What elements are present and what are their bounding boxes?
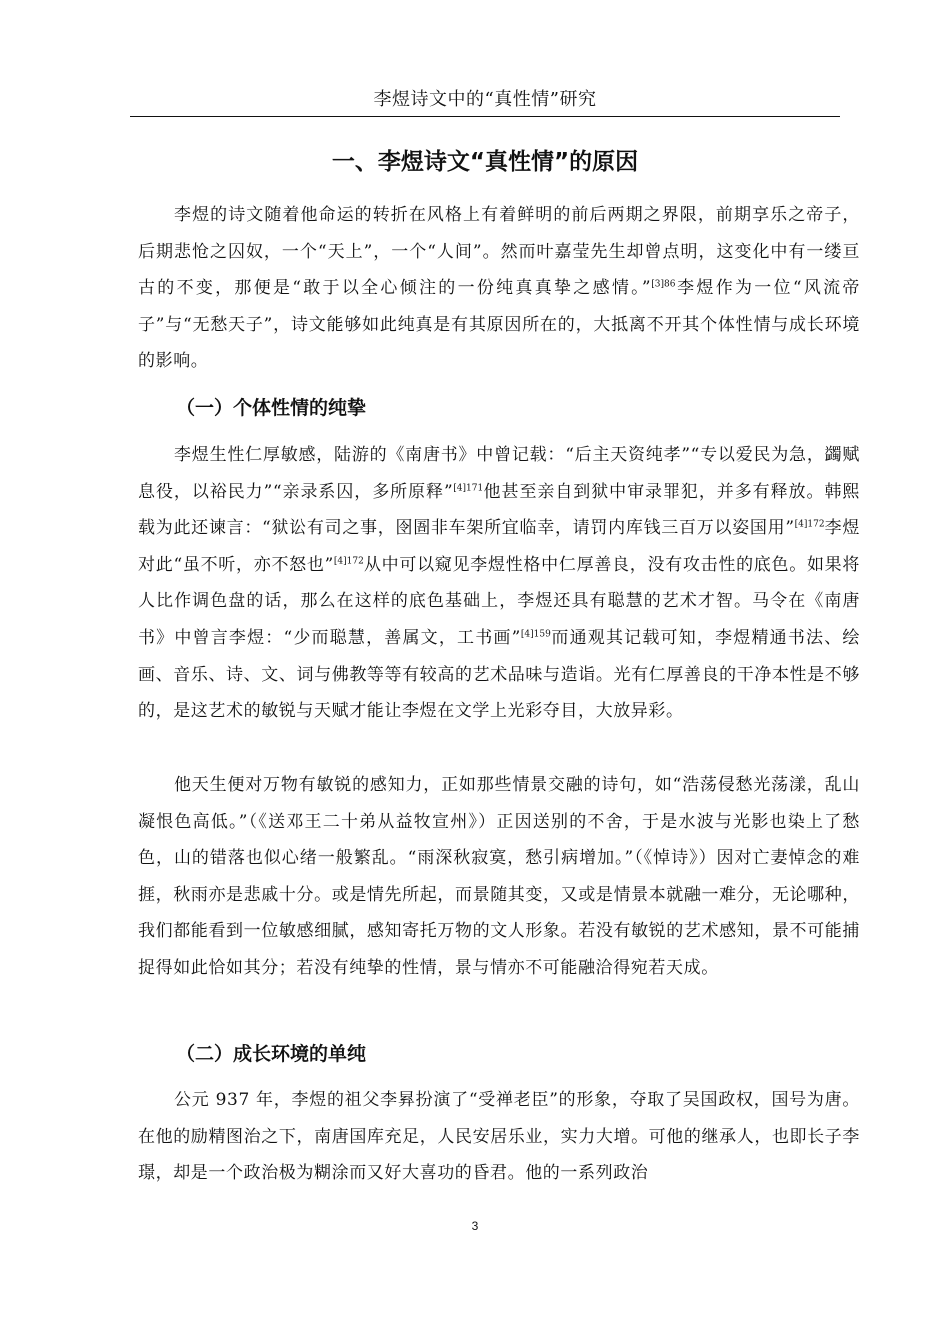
- paragraph-text: 从中可以窥见李煜性格中仁厚善良，没有攻击性的底色。如果将人比作调色盘的话，那么在这样的底色基础上，李煜还具有聪慧的艺术才智。马令在《南唐书》中曾言李煜：“少而聪慧，善属文，工书画”: [138, 554, 860, 648]
- header-rule: [130, 116, 840, 117]
- intro-text-1: 李煜的诗文随着他命运的转折在风格上有着鲜明的前后两期之界限，前期享乐之帝子，后期悲怆之囚奴，一个“天上”，一个“人间”。然而叶嘉莹先生却曾点明，这变化中有一缕亘古的不变，那便是“敢于以全心倾注的一份纯真真挚之感情。”: [138, 205, 860, 299]
- citation: [3]86: [651, 279, 676, 290]
- section-title-1: （一）个体性情的纯挚: [176, 397, 367, 419]
- citation: [4]172: [333, 556, 364, 567]
- paragraph-text: 他甚至亲自到狱中审录罪犯，并多有释放。韩熙载为此还谏言：“狱讼有司之事，囹圄非车架所宜临幸，请罚内库钱三百万以姿国用”: [138, 481, 860, 539]
- running-header: 李煜诗文中的“真性情”研究: [373, 89, 597, 110]
- paragraph-text: 李煜对此“虽不听，亦不怒也”: [138, 518, 861, 575]
- paragraph-text: 李煜生性仁厚敏感，陆游的《南唐书》中曾记载：“后主天资纯孝”“专以爱民为急，蠲赋息役，以裕民力”“亲录系囚，多所原释”: [138, 445, 860, 502]
- citation: [4]171: [453, 482, 484, 493]
- citation: [4]172: [794, 519, 825, 530]
- paragraph-text: 而通观其记载可知，李煜精通书法、绘画、音乐、诗、文、词与佛教等等有较高的艺术品味与造诣。光有仁厚善良的干净本性是不够的，是这艺术的敏锐与天赋才能让李煜在文学上光彩夺目，大放异彩。: [138, 627, 860, 722]
- section-title-2: （二）成长环境的单纯: [176, 1043, 367, 1065]
- chapter-title: 一、李煜诗文“真性情”的原因: [331, 149, 639, 175]
- section2-paragraph-1: 公元 937 年，李煜的祖父李昪扮演了“受禅老臣”的形象，夺取了吴国政权，国号为唐。在他的励精图治之下，南唐国库充足，人民安居乐业，实力大增。可他的继承人，也即长子李璟，却是一个政治极为糊涂而又好大喜功的昏君。他的一系列政治: [138, 1090, 860, 1184]
- intro-text-2: 李煜作为一位“风流帝子”与“无愁天子”，诗文能够如此纯真是有其原因所在的，大抵离不开其个体性情与成长环境的影响。: [138, 278, 860, 372]
- page-number: 3: [471, 1219, 479, 1233]
- intro-paragraph: [138, 197, 860, 380]
- section1-paragraph-2: 他天生便对万物有敏锐的感知力，正如那些情景交融的诗句，如“浩荡侵愁光荡漾，乱山凝恨色高低。”（《送邓王二十弟从益牧宣州》）正因送别的不舍，于是水波与光影也染上了愁色，山的错落也似心绪一般繁乱。“雨深秋寂寞，愁引病增加。”（《悼诗》）因对亡妻悼念的难捱，秋雨亦是悲戚十分。或是情先所起，而景随其变，又或是情景本就融一难分，无论哪种，我们都能看到一位敏感细腻，感知寄托万物的文人形象。若没有敏锐的艺术感知，景不可能捕捉得如此恰如其分；若没有纯挚的性情，景与情亦不可能融洽得宛若天成。: [138, 775, 860, 978]
- citation: [4]159: [520, 629, 551, 640]
- section1-paragraph-1: [138, 437, 860, 730]
